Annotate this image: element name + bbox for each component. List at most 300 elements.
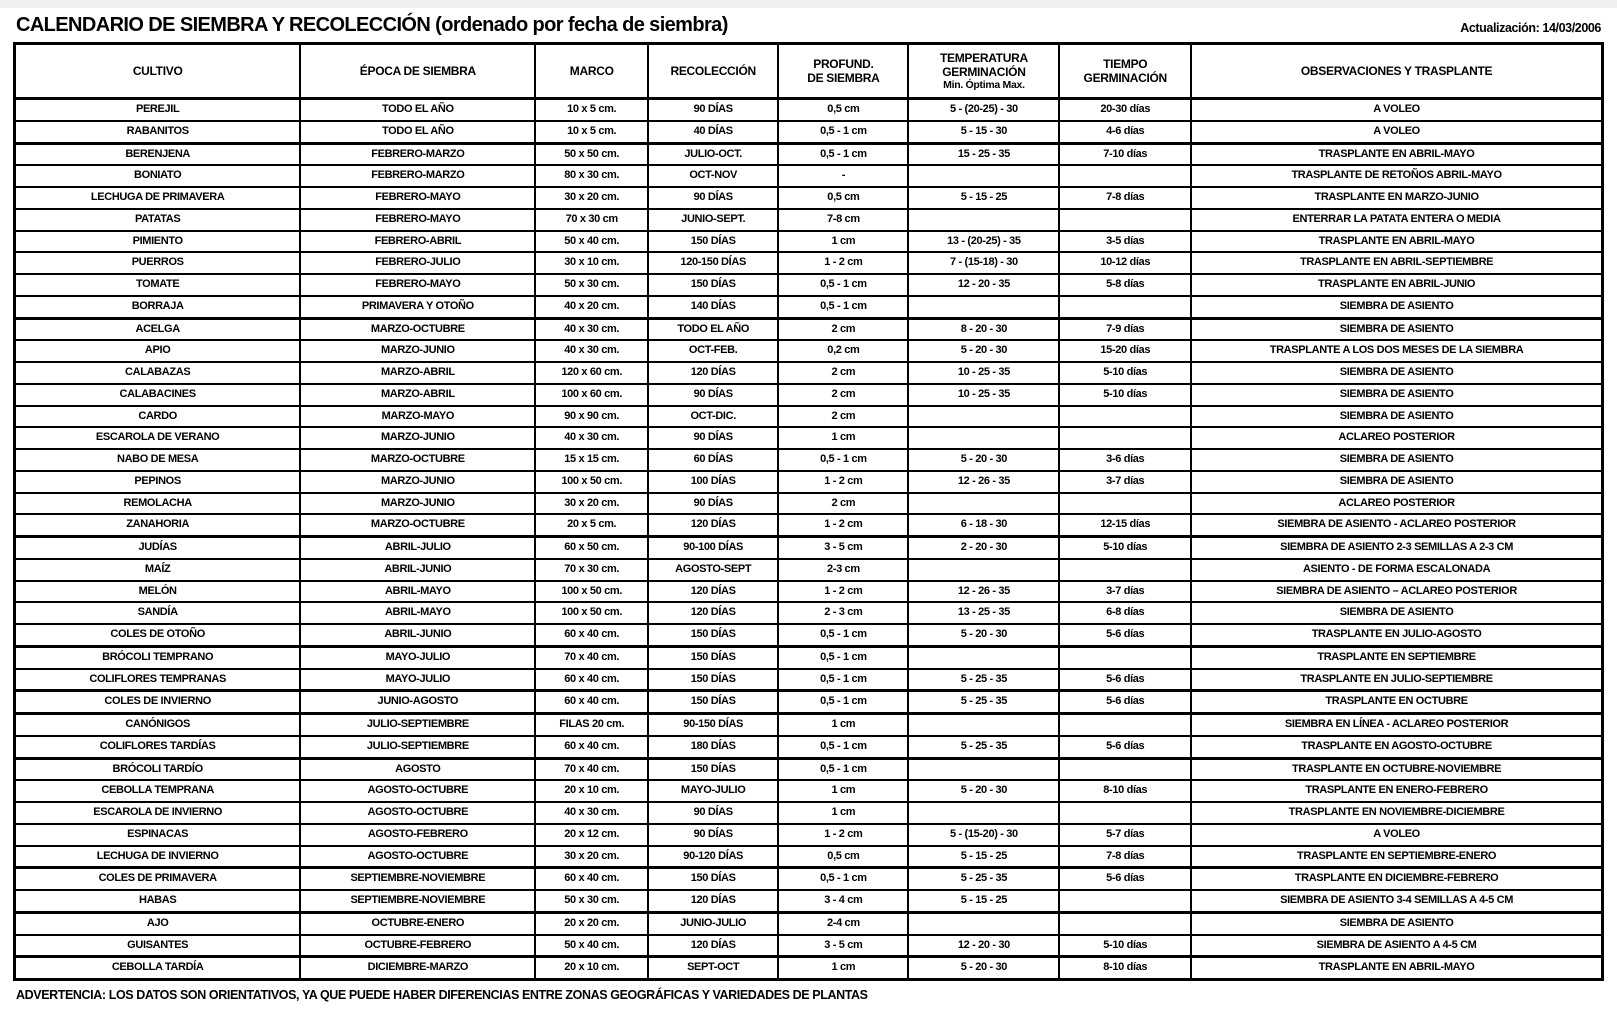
table-row: [15, 758, 1603, 780]
table-row: [15, 231, 1603, 253]
cell-cultivo: ACELGA: [15, 318, 301, 340]
cell-profundidad-siembra: 2-4 cm: [778, 912, 908, 934]
cell-recoleccion: 90 DÍAS: [648, 802, 778, 824]
table-row: [15, 602, 1603, 624]
table-row: [15, 581, 1603, 603]
cell-cultivo: MELÓN: [15, 581, 301, 603]
cell-tiempo-germinacion: [1059, 427, 1191, 449]
table-row: [15, 559, 1603, 581]
cell-tiempo-germinacion: [1059, 912, 1191, 934]
cell-epoca-siembra: OCTUBRE-ENERO: [300, 912, 535, 934]
cell-profundidad-siembra: 0,5 - 1 cm: [778, 143, 908, 165]
table-row: [15, 187, 1603, 209]
cell-recoleccion: 90-150 DÍAS: [648, 714, 778, 736]
cell-temperatura-germinacion: 5 - 25 - 35: [908, 736, 1059, 758]
cell-recoleccion: 120 DÍAS: [648, 602, 778, 624]
cell-temperatura-germinacion: [908, 802, 1059, 824]
cell-marco: 100 x 50 cm.: [535, 471, 648, 493]
calendar-table: [13, 42, 1604, 981]
cell-tiempo-germinacion: 3-7 días: [1059, 581, 1191, 603]
cell-marco: 40 x 20 cm.: [535, 296, 648, 318]
cell-epoca-siembra: FEBRERO-MAYO: [300, 209, 535, 231]
cell-tiempo-germinacion: [1059, 758, 1191, 780]
cell-epoca-siembra: SEPTIEMBRE-NOVIEMBRE: [300, 890, 535, 912]
cell-tiempo-germinacion: 8-10 días: [1059, 957, 1191, 980]
cell-epoca-siembra: OCTUBRE-FEBRERO: [300, 935, 535, 957]
cell-observaciones-trasplante: TRASPLANTE EN ENERO-FEBRERO: [1191, 780, 1602, 802]
cell-tiempo-germinacion: 5-6 días: [1059, 736, 1191, 758]
cell-tiempo-germinacion: 5-10 días: [1059, 362, 1191, 384]
cell-tiempo-germinacion: 5-7 días: [1059, 824, 1191, 846]
cell-profundidad-siembra: 2 cm: [778, 493, 908, 515]
cell-recoleccion: 90 DÍAS: [648, 99, 778, 121]
cell-epoca-siembra: DICIEMBRE-MARZO: [300, 957, 535, 980]
cell-temperatura-germinacion: 5 - 20 - 30: [908, 957, 1059, 980]
cell-tiempo-germinacion: [1059, 646, 1191, 668]
cell-tiempo-germinacion: 5-6 días: [1059, 669, 1191, 691]
cell-recoleccion: 120 DÍAS: [648, 890, 778, 912]
cell-observaciones-trasplante: TRASPLANTE EN OCTUBRE: [1191, 691, 1602, 714]
table-row: [15, 493, 1603, 515]
cell-epoca-siembra: FEBRERO-MAYO: [300, 187, 535, 209]
cell-recoleccion: 40 DÍAS: [648, 121, 778, 143]
cell-epoca-siembra: JULIO-SEPTIEMBRE: [300, 714, 535, 736]
table-row: [15, 736, 1603, 758]
cell-marco: 100 x 50 cm.: [535, 602, 648, 624]
table-row: [15, 99, 1603, 121]
cell-marco: 50 x 50 cm.: [535, 143, 648, 165]
cell-recoleccion: 120 DÍAS: [648, 362, 778, 384]
cell-observaciones-trasplante: TRASPLANTE EN MARZO-JUNIO: [1191, 187, 1602, 209]
cell-recoleccion: JULIO-OCT.: [648, 143, 778, 165]
cell-cultivo: JUDÍAS: [15, 537, 301, 559]
cell-observaciones-trasplante: ASIENTO - DE FORMA ESCALONADA: [1191, 559, 1602, 581]
cell-recoleccion: SEPT-OCT: [648, 957, 778, 980]
cell-observaciones-trasplante: TRASPLANTE EN SEPTIEMBRE-ENERO: [1191, 846, 1602, 868]
cell-epoca-siembra: MARZO-JUNIO: [300, 471, 535, 493]
cell-marco: 30 x 20 cm.: [535, 846, 648, 868]
cell-observaciones-trasplante: ENTERRAR LA PATATA ENTERA O MEDIA: [1191, 209, 1602, 231]
cell-cultivo: CANÓNIGOS: [15, 714, 301, 736]
cell-marco: 60 x 40 cm.: [535, 868, 648, 890]
cell-tiempo-germinacion: [1059, 890, 1191, 912]
update-date: Actualización: 14/03/2006: [1460, 21, 1601, 35]
cell-epoca-siembra: MARZO-ABRIL: [300, 384, 535, 406]
cell-profundidad-siembra: 3 - 5 cm: [778, 537, 908, 559]
cell-observaciones-trasplante: TRASPLANTE EN ABRIL-JUNIO: [1191, 274, 1602, 296]
cell-observaciones-trasplante: A VOLEO: [1191, 99, 1602, 121]
cell-observaciones-trasplante: ACLAREO POSTERIOR: [1191, 493, 1602, 515]
cell-cultivo: ZANAHORIA: [15, 514, 301, 536]
table-row: [15, 714, 1603, 736]
cell-temperatura-germinacion: [908, 406, 1059, 428]
cell-marco: 50 x 40 cm.: [535, 935, 648, 957]
cell-profundidad-siembra: 1 - 2 cm: [778, 824, 908, 846]
cell-profundidad-siembra: 1 - 2 cm: [778, 514, 908, 536]
cell-temperatura-germinacion: 8 - 20 - 30: [908, 318, 1059, 340]
table-row: [15, 957, 1603, 980]
cell-temperatura-germinacion: [908, 209, 1059, 231]
cell-recoleccion: OCT-NOV: [648, 165, 778, 187]
cell-observaciones-trasplante: SIEMBRA DE ASIENTO: [1191, 384, 1602, 406]
col-header-recoleccion: RECOLECCIÓN: [648, 44, 778, 99]
table-row: [15, 121, 1603, 143]
cell-temperatura-germinacion: 13 - (20-25) - 35: [908, 231, 1059, 253]
cell-temperatura-germinacion: [908, 427, 1059, 449]
cell-recoleccion: 90-100 DÍAS: [648, 537, 778, 559]
cell-observaciones-trasplante: TRASPLANTE EN ABRIL-MAYO: [1191, 957, 1602, 980]
cell-marco: 20 x 10 cm.: [535, 957, 648, 980]
cell-cultivo: ESCAROLA DE INVIERNO: [15, 802, 301, 824]
cell-epoca-siembra: MARZO-JUNIO: [300, 493, 535, 515]
cell-cultivo: TOMATE: [15, 274, 301, 296]
cell-cultivo: AJO: [15, 912, 301, 934]
cell-observaciones-trasplante: SIEMBRA DE ASIENTO - ACLAREO POSTERIOR: [1191, 514, 1602, 536]
cell-profundidad-siembra: 0,5 - 1 cm: [778, 296, 908, 318]
cell-observaciones-trasplante: SIEMBRA DE ASIENTO: [1191, 449, 1602, 471]
cell-tiempo-germinacion: 7-10 días: [1059, 143, 1191, 165]
col-header-temperatura-germinacion: TEMPERATURA GERMINACIÓN Min. Óptima Max.: [908, 44, 1059, 99]
cell-tiempo-germinacion: 5-10 días: [1059, 935, 1191, 957]
cell-tiempo-germinacion: 3-5 días: [1059, 231, 1191, 253]
cell-marco: 70 x 30 cm.: [535, 559, 648, 581]
cell-marco: 10 x 5 cm.: [535, 121, 648, 143]
cell-tiempo-germinacion: [1059, 209, 1191, 231]
cell-cultivo: BONIATO: [15, 165, 301, 187]
cell-cultivo: CALABAZAS: [15, 362, 301, 384]
cell-recoleccion: 90-120 DÍAS: [648, 846, 778, 868]
cell-profundidad-siembra: 1 cm: [778, 780, 908, 802]
cell-epoca-siembra: MARZO-ABRIL: [300, 362, 535, 384]
table-row: [15, 209, 1603, 231]
cell-temperatura-germinacion: 5 - 20 - 30: [908, 624, 1059, 646]
cell-profundidad-siembra: 1 - 2 cm: [778, 581, 908, 603]
cell-profundidad-siembra: 2 cm: [778, 406, 908, 428]
cell-marco: 70 x 40 cm.: [535, 646, 648, 668]
cell-recoleccion: 150 DÍAS: [648, 231, 778, 253]
cell-tiempo-germinacion: 5-6 días: [1059, 691, 1191, 714]
cell-marco: 60 x 40 cm.: [535, 624, 648, 646]
cell-epoca-siembra: JULIO-SEPTIEMBRE: [300, 736, 535, 758]
cell-profundidad-siembra: 1 - 2 cm: [778, 471, 908, 493]
cell-temperatura-germinacion: [908, 493, 1059, 515]
cell-cultivo: BERENJENA: [15, 143, 301, 165]
table-row: [15, 362, 1603, 384]
cell-recoleccion: OCT-DIC.: [648, 406, 778, 428]
cell-tiempo-germinacion: [1059, 802, 1191, 824]
cell-cultivo: BORRAJA: [15, 296, 301, 318]
cell-epoca-siembra: TODO EL AÑO: [300, 99, 535, 121]
cell-tiempo-germinacion: 5-10 días: [1059, 537, 1191, 559]
cell-profundidad-siembra: 0,5 cm: [778, 187, 908, 209]
table-row: [15, 296, 1603, 318]
cell-cultivo: BRÓCOLI TARDÍO: [15, 758, 301, 780]
cell-profundidad-siembra: 1 - 2 cm: [778, 252, 908, 274]
cell-temperatura-germinacion: [908, 165, 1059, 187]
cell-recoleccion: AGOSTO-SEPT: [648, 559, 778, 581]
cell-cultivo: CARDO: [15, 406, 301, 428]
cell-temperatura-germinacion: 5 - 15 - 25: [908, 187, 1059, 209]
cell-recoleccion: 90 DÍAS: [648, 427, 778, 449]
cell-tiempo-germinacion: 7-8 días: [1059, 846, 1191, 868]
page-title: CALENDARIO DE SIEMBRA Y RECOLECCIÓN (ordenado por fecha de siembra): [16, 14, 728, 36]
cell-recoleccion: 150 DÍAS: [648, 274, 778, 296]
cell-marco: 50 x 40 cm.: [535, 231, 648, 253]
cell-observaciones-trasplante: TRASPLANTE EN ABRIL-MAYO: [1191, 143, 1602, 165]
cell-marco: 40 x 30 cm.: [535, 802, 648, 824]
cell-temperatura-germinacion: 5 - 25 - 35: [908, 691, 1059, 714]
cell-epoca-siembra: FEBRERO-MARZO: [300, 143, 535, 165]
cell-profundidad-siembra: 3 - 5 cm: [778, 935, 908, 957]
cell-cultivo: COLIFLORES TEMPRANAS: [15, 669, 301, 691]
cell-recoleccion: 100 DÍAS: [648, 471, 778, 493]
cell-epoca-siembra: MARZO-OCTUBRE: [300, 449, 535, 471]
cell-recoleccion: 120 DÍAS: [648, 581, 778, 603]
cell-profundidad-siembra: 0,5 - 1 cm: [778, 758, 908, 780]
cell-profundidad-siembra: 0,5 - 1 cm: [778, 274, 908, 296]
cell-profundidad-siembra: 0,5 cm: [778, 99, 908, 121]
cell-profundidad-siembra: 1 cm: [778, 714, 908, 736]
cell-recoleccion: JUNIO-JULIO: [648, 912, 778, 934]
cell-observaciones-trasplante: A VOLEO: [1191, 121, 1602, 143]
table-row: [15, 514, 1603, 536]
col-header-profundidad-siembra: PROFUND. DE SIEMBRA: [778, 44, 908, 99]
cell-marco: 40 x 30 cm.: [535, 340, 648, 362]
cell-epoca-siembra: MARZO-MAYO: [300, 406, 535, 428]
col-header-marco: MARCO: [535, 44, 648, 99]
cell-temperatura-germinacion: 6 - 18 - 30: [908, 514, 1059, 536]
cell-recoleccion: 90 DÍAS: [648, 824, 778, 846]
cell-marco: 40 x 30 cm.: [535, 427, 648, 449]
cell-profundidad-siembra: 0,5 - 1 cm: [778, 449, 908, 471]
cell-profundidad-siembra: 2 cm: [778, 384, 908, 406]
table-row: [15, 427, 1603, 449]
table-row: [15, 669, 1603, 691]
table-row: [15, 340, 1603, 362]
cell-temperatura-germinacion: 15 - 25 - 35: [908, 143, 1059, 165]
cell-profundidad-siembra: 1 cm: [778, 957, 908, 980]
cell-cultivo: CALABACINES: [15, 384, 301, 406]
cell-temperatura-germinacion: 5 - 15 - 30: [908, 121, 1059, 143]
cell-profundidad-siembra: 0,5 - 1 cm: [778, 646, 908, 668]
cell-epoca-siembra: FEBRERO-MAYO: [300, 274, 535, 296]
cell-marco: 90 x 90 cm.: [535, 406, 648, 428]
cell-epoca-siembra: MARZO-JUNIO: [300, 340, 535, 362]
cell-cultivo: PIMIENTO: [15, 231, 301, 253]
cell-observaciones-trasplante: SIEMBRA DE ASIENTO 3-4 SEMILLAS A 4-5 CM: [1191, 890, 1602, 912]
cell-cultivo: COLES DE OTOÑO: [15, 624, 301, 646]
cell-cultivo: GUISANTES: [15, 935, 301, 957]
cell-marco: 70 x 30 cm: [535, 209, 648, 231]
cell-marco: 60 x 40 cm.: [535, 691, 648, 714]
cell-profundidad-siembra: 0,5 - 1 cm: [778, 121, 908, 143]
table-row: [15, 890, 1603, 912]
cell-marco: 30 x 20 cm.: [535, 493, 648, 515]
cell-marco: 10 x 5 cm.: [535, 99, 648, 121]
cell-cultivo: COLIFLORES TARDÍAS: [15, 736, 301, 758]
cell-observaciones-trasplante: SIEMBRA DE ASIENTO – ACLAREO POSTERIOR: [1191, 581, 1602, 603]
cell-temperatura-germinacion: 2 - 20 - 30: [908, 537, 1059, 559]
cell-marco: 60 x 40 cm.: [535, 669, 648, 691]
cell-cultivo: CEBOLLA TEMPRANA: [15, 780, 301, 802]
cell-observaciones-trasplante: SIEMBRA DE ASIENTO: [1191, 471, 1602, 493]
cell-epoca-siembra: SEPTIEMBRE-NOVIEMBRE: [300, 868, 535, 890]
table-row: [15, 318, 1603, 340]
cell-observaciones-trasplante: SIEMBRA DE ASIENTO: [1191, 406, 1602, 428]
cell-tiempo-germinacion: 20-30 días: [1059, 99, 1191, 121]
cell-recoleccion: 150 DÍAS: [648, 646, 778, 668]
cell-marco: 60 x 50 cm.: [535, 537, 648, 559]
cell-tiempo-germinacion: [1059, 296, 1191, 318]
col-header-cultivo: CULTIVO: [15, 44, 301, 99]
document-page: [0, 8, 1617, 1002]
cell-tiempo-germinacion: 3-6 días: [1059, 449, 1191, 471]
cell-tiempo-germinacion: 3-7 días: [1059, 471, 1191, 493]
table-row: [15, 274, 1603, 296]
table-row: [15, 935, 1603, 957]
table-row: [15, 912, 1603, 934]
cell-temperatura-germinacion: 12 - 26 - 35: [908, 581, 1059, 603]
cell-profundidad-siembra: 0,2 cm: [778, 340, 908, 362]
cell-temperatura-germinacion: 5 - 25 - 35: [908, 868, 1059, 890]
cell-recoleccion: 120 DÍAS: [648, 935, 778, 957]
cell-observaciones-trasplante: TRASPLANTE EN DICIEMBRE-FEBRERO: [1191, 868, 1602, 890]
cell-recoleccion: 150 DÍAS: [648, 669, 778, 691]
cell-marco: 100 x 60 cm.: [535, 384, 648, 406]
cell-observaciones-trasplante: TRASPLANTE DE RETOÑOS ABRIL-MAYO: [1191, 165, 1602, 187]
cell-observaciones-trasplante: SIEMBRA DE ASIENTO: [1191, 602, 1602, 624]
cell-temperatura-germinacion: 5 - 15 - 25: [908, 890, 1059, 912]
cell-cultivo: MAÍZ: [15, 559, 301, 581]
cell-cultivo: PEPINOS: [15, 471, 301, 493]
cell-profundidad-siembra: 3 - 4 cm: [778, 890, 908, 912]
cell-tiempo-germinacion: [1059, 406, 1191, 428]
cell-cultivo: PEREJIL: [15, 99, 301, 121]
cell-recoleccion: 60 DÍAS: [648, 449, 778, 471]
cell-temperatura-germinacion: [908, 559, 1059, 581]
cell-marco: 30 x 20 cm.: [535, 187, 648, 209]
cell-cultivo: PUERROS: [15, 252, 301, 274]
cell-epoca-siembra: ABRIL-JUNIO: [300, 624, 535, 646]
cell-epoca-siembra: MAYO-JULIO: [300, 669, 535, 691]
cell-observaciones-trasplante: SIEMBRA DE ASIENTO: [1191, 912, 1602, 934]
cell-observaciones-trasplante: TRASPLANTE EN NOVIEMBRE-DICIEMBRE: [1191, 802, 1602, 824]
cell-observaciones-trasplante: TRASPLANTE EN SEPTIEMBRE: [1191, 646, 1602, 668]
col-header-epoca-siembra: ÉPOCA DE SIEMBRA: [300, 44, 535, 99]
cell-temperatura-germinacion: 5 - 25 - 35: [908, 669, 1059, 691]
cell-marco: 80 x 30 cm.: [535, 165, 648, 187]
cell-temperatura-germinacion: 5 - 20 - 30: [908, 780, 1059, 802]
cell-cultivo: SANDÍA: [15, 602, 301, 624]
cell-profundidad-siembra: -: [778, 165, 908, 187]
table-row: [15, 252, 1603, 274]
cell-epoca-siembra: TODO EL AÑO: [300, 121, 535, 143]
cell-observaciones-trasplante: SIEMBRA DE ASIENTO: [1191, 318, 1602, 340]
cell-temperatura-germinacion: 10 - 25 - 35: [908, 362, 1059, 384]
cell-tiempo-germinacion: 5-6 días: [1059, 868, 1191, 890]
cell-profundidad-siembra: 0,5 - 1 cm: [778, 669, 908, 691]
cell-tiempo-germinacion: [1059, 559, 1191, 581]
cell-observaciones-trasplante: TRASPLANTE EN ABRIL-MAYO: [1191, 231, 1602, 253]
table-row: [15, 165, 1603, 187]
cell-marco: 60 x 40 cm.: [535, 736, 648, 758]
cell-marco: 20 x 10 cm.: [535, 780, 648, 802]
cell-marco: 120 x 60 cm.: [535, 362, 648, 384]
cell-observaciones-trasplante: TRASPLANTE A LOS DOS MESES DE LA SIEMBRA: [1191, 340, 1602, 362]
cell-epoca-siembra: ABRIL-MAYO: [300, 581, 535, 603]
cell-observaciones-trasplante: SIEMBRA DE ASIENTO A 4-5 CM: [1191, 935, 1602, 957]
cell-temperatura-germinacion: 5 - (15-20) - 30: [908, 824, 1059, 846]
cell-observaciones-trasplante: TRASPLANTE EN JULIO-SEPTIEMBRE: [1191, 669, 1602, 691]
cell-observaciones-trasplante: SIEMBRA EN LÍNEA - ACLAREO POSTERIOR: [1191, 714, 1602, 736]
cell-tiempo-germinacion: 4-6 días: [1059, 121, 1191, 143]
table-row: [15, 471, 1603, 493]
cell-marco: 50 x 30 cm.: [535, 890, 648, 912]
cell-temperatura-germinacion: 12 - 26 - 35: [908, 471, 1059, 493]
cell-cultivo: ESPINACAS: [15, 824, 301, 846]
cell-tiempo-germinacion: 8-10 días: [1059, 780, 1191, 802]
cell-tiempo-germinacion: 5-6 días: [1059, 624, 1191, 646]
table-header-row: [15, 44, 1603, 99]
cell-marco: 40 x 30 cm.: [535, 318, 648, 340]
cell-epoca-siembra: ABRIL-JULIO: [300, 537, 535, 559]
table-row: [15, 406, 1603, 428]
table-row: [15, 624, 1603, 646]
cell-epoca-siembra: AGOSTO-OCTUBRE: [300, 802, 535, 824]
cell-tiempo-germinacion: 12-15 días: [1059, 514, 1191, 536]
table-row: [15, 691, 1603, 714]
cell-marco: 20 x 12 cm.: [535, 824, 648, 846]
cell-profundidad-siembra: 0,5 - 1 cm: [778, 624, 908, 646]
cell-observaciones-trasplante: TRASPLANTE EN JULIO-AGOSTO: [1191, 624, 1602, 646]
cell-cultivo: ESCAROLA DE VERANO: [15, 427, 301, 449]
cell-marco: 100 x 50 cm.: [535, 581, 648, 603]
cell-temperatura-germinacion: 13 - 25 - 35: [908, 602, 1059, 624]
cell-cultivo: APIO: [15, 340, 301, 362]
cell-temperatura-germinacion: 12 - 20 - 30: [908, 935, 1059, 957]
cell-epoca-siembra: FEBRERO-ABRIL: [300, 231, 535, 253]
cell-recoleccion: 150 DÍAS: [648, 758, 778, 780]
cell-profundidad-siembra: 0,5 cm: [778, 846, 908, 868]
cell-tiempo-germinacion: [1059, 714, 1191, 736]
cell-profundidad-siembra: 2 - 3 cm: [778, 602, 908, 624]
col-subheader-temperatura-germinacion: Min. Óptima Max.: [943, 78, 1025, 91]
cell-recoleccion: OCT-FEB.: [648, 340, 778, 362]
cell-marco: FILAS 20 cm.: [535, 714, 648, 736]
cell-recoleccion: MAYO-JULIO: [648, 780, 778, 802]
cell-recoleccion: 90 DÍAS: [648, 384, 778, 406]
cell-cultivo: REMOLACHA: [15, 493, 301, 515]
cell-cultivo: BRÓCOLI TEMPRANO: [15, 646, 301, 668]
cell-tiempo-germinacion: [1059, 493, 1191, 515]
cell-temperatura-germinacion: 10 - 25 - 35: [908, 384, 1059, 406]
cell-profundidad-siembra: 2-3 cm: [778, 559, 908, 581]
cell-recoleccion: 180 DÍAS: [648, 736, 778, 758]
cell-recoleccion: JUNIO-SEPT.: [648, 209, 778, 231]
cell-tiempo-germinacion: 7-8 días: [1059, 187, 1191, 209]
cell-recoleccion: 150 DÍAS: [648, 691, 778, 714]
cell-observaciones-trasplante: SIEMBRA DE ASIENTO 2-3 SEMILLAS A 2-3 CM: [1191, 537, 1602, 559]
cell-marco: 20 x 20 cm.: [535, 912, 648, 934]
cell-temperatura-germinacion: 7 - (15-18) - 30: [908, 252, 1059, 274]
cell-recoleccion: TODO EL AÑO: [648, 318, 778, 340]
cell-temperatura-germinacion: [908, 758, 1059, 780]
cell-epoca-siembra: MARZO-OCTUBRE: [300, 318, 535, 340]
cell-observaciones-trasplante: TRASPLANTE EN ABRIL-SEPTIEMBRE: [1191, 252, 1602, 274]
cell-temperatura-germinacion: [908, 646, 1059, 668]
cell-profundidad-siembra: 0,5 - 1 cm: [778, 736, 908, 758]
cell-tiempo-germinacion: 5-8 días: [1059, 274, 1191, 296]
